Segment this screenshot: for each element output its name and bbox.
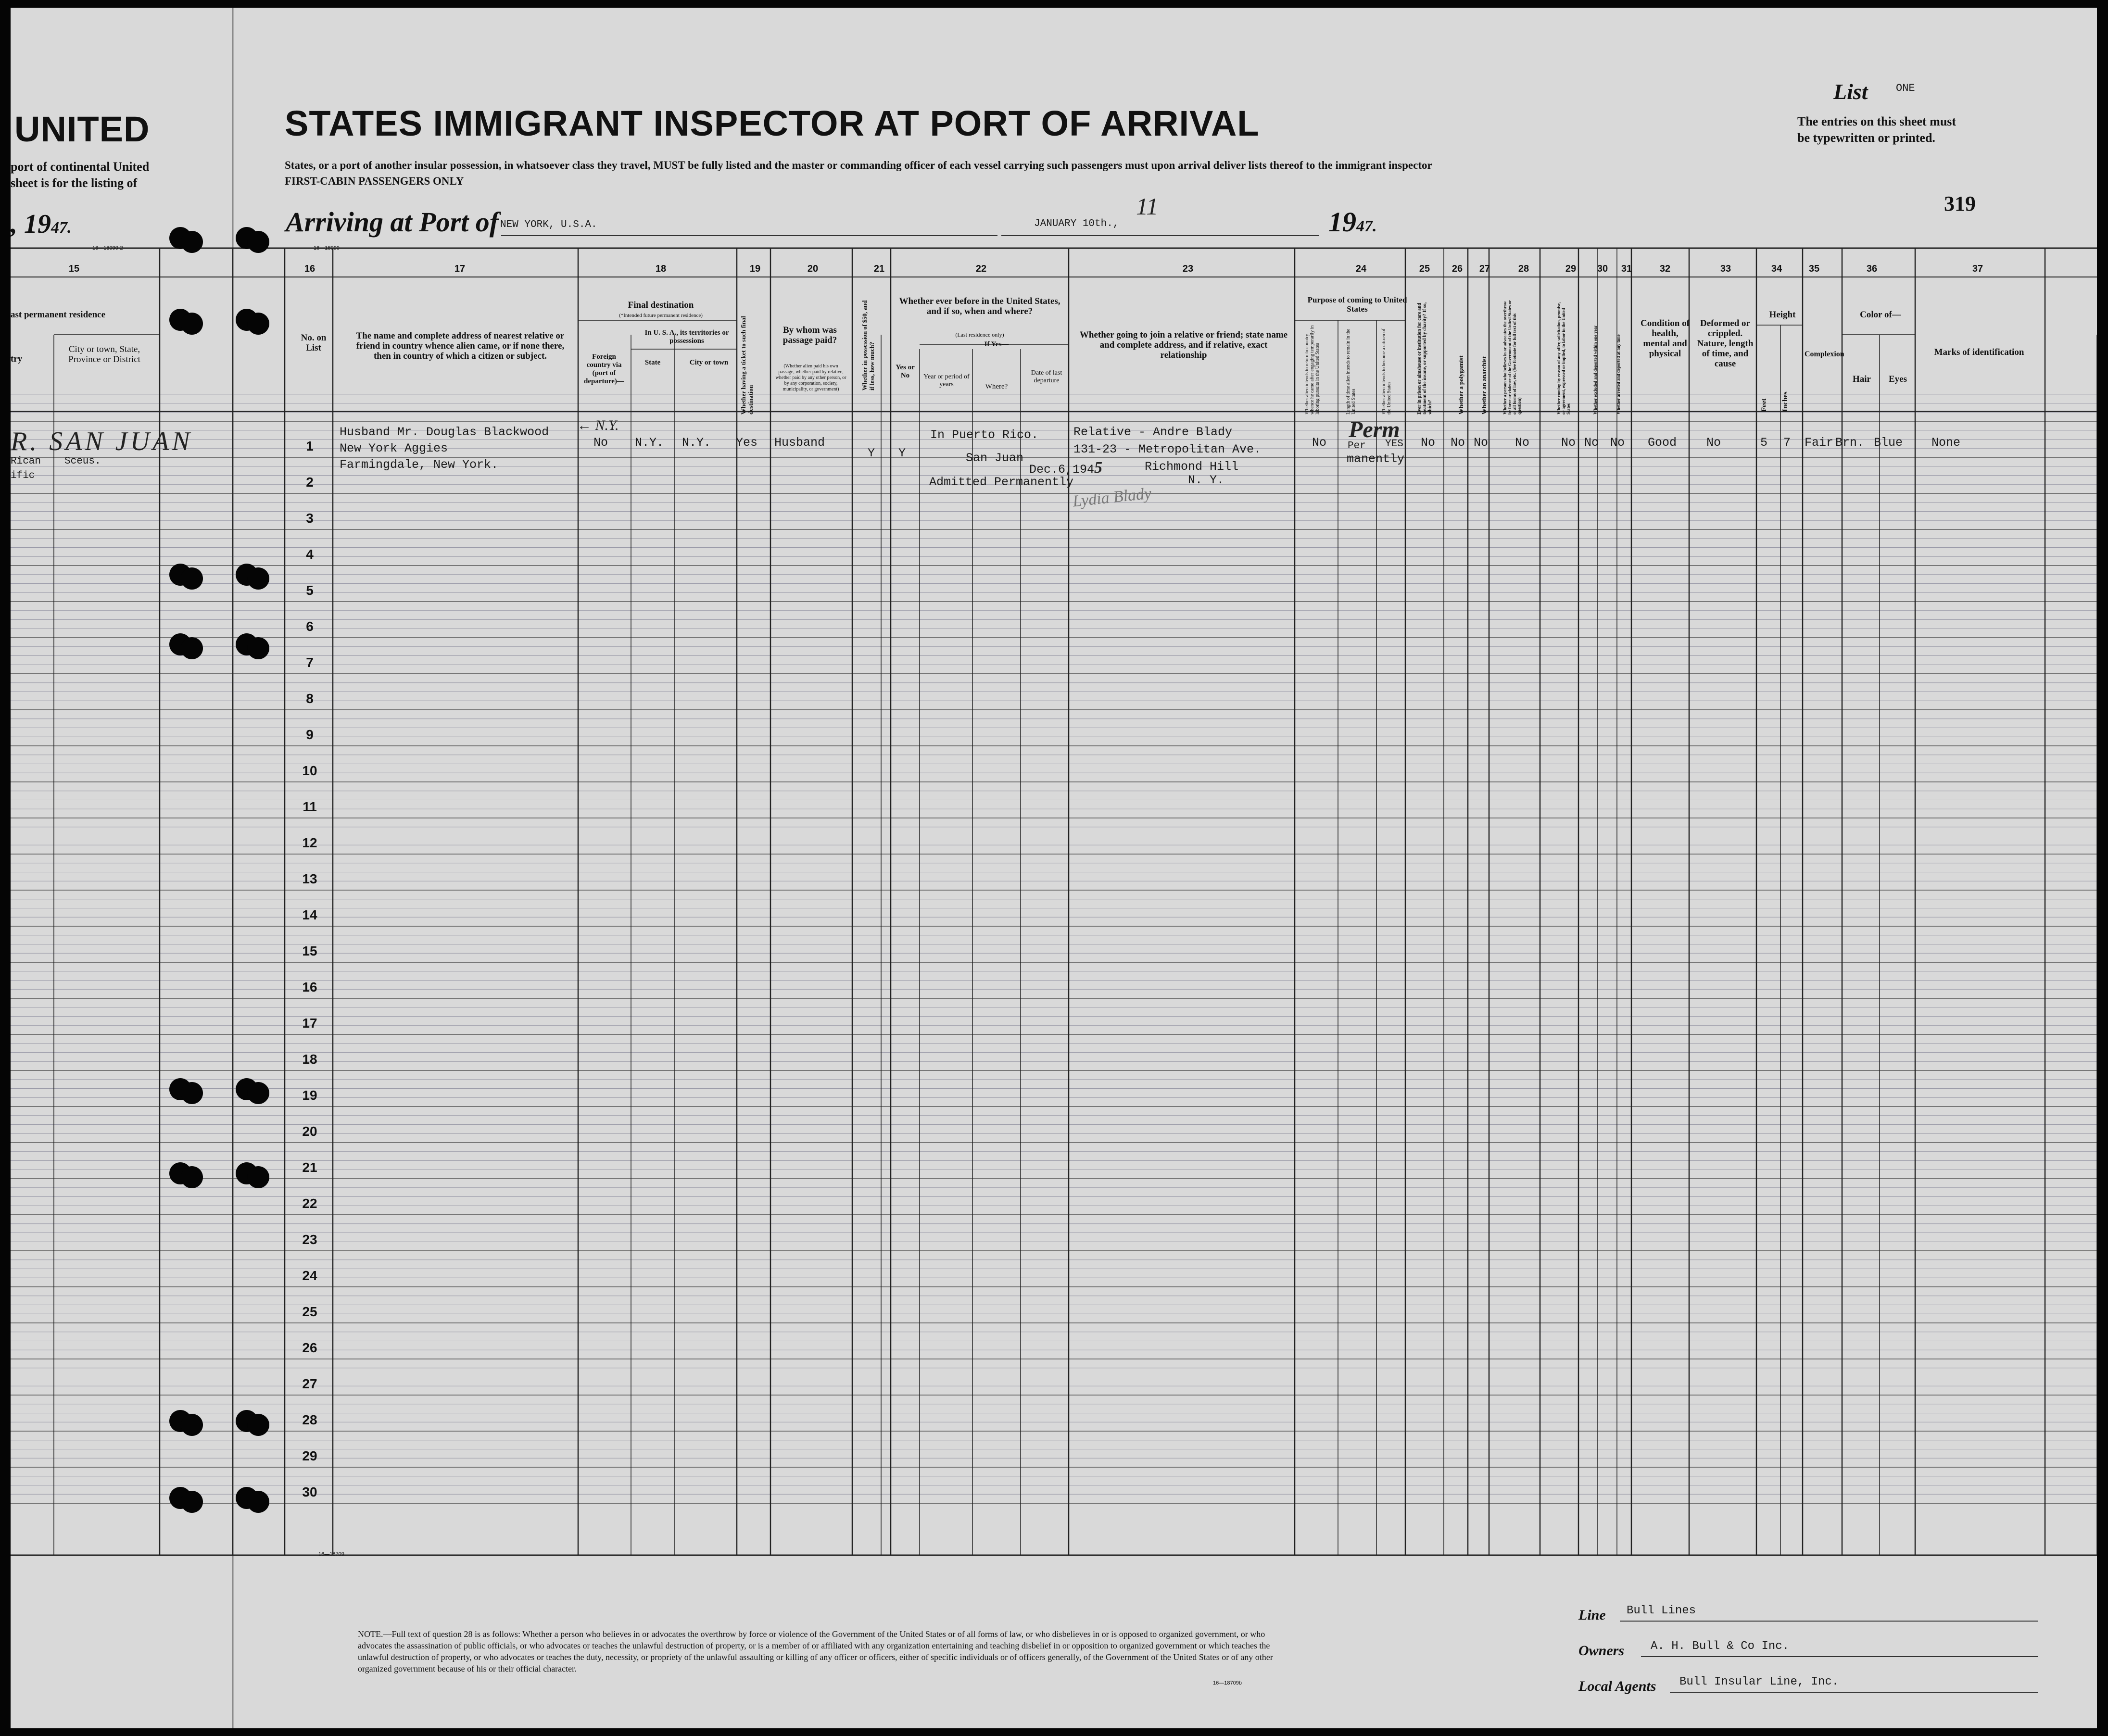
line-value: Bull Lines — [1627, 1604, 1696, 1617]
col-22-date: Date of last departure — [1031, 369, 1062, 384]
col-37-header: Marks of identification — [1934, 347, 2024, 357]
col-21-header: Whether in possession of $50, and if less, how much? — [861, 300, 875, 390]
col-24-b: Length of time alien intends to remain in the United States — [1346, 328, 1356, 415]
punch-hole — [181, 1166, 203, 1188]
row-number: 26 — [302, 1340, 317, 1355]
punch-hole — [181, 313, 203, 335]
col-22-number: 22 — [975, 264, 987, 274]
col-23-number: 23 — [1182, 264, 1194, 274]
col-18-foreign: Foreign country via (port of departure)— — [584, 353, 624, 385]
row-number: 25 — [302, 1304, 317, 1319]
typewritten-note-2: be typewritten or printed. — [1797, 131, 1935, 145]
entry-length-line-2: manently — [1347, 452, 1405, 466]
row-number: 18 — [302, 1052, 317, 1067]
col-33-header: Deformed or crippled. Nature, length of time, and cause — [1697, 318, 1754, 369]
col-20-number: 20 — [807, 264, 819, 274]
row-number: 27 — [302, 1376, 317, 1391]
col-29-number: 29 — [1565, 264, 1577, 274]
col-18-subheader: (*Intended future permanent residence) — [619, 313, 703, 318]
col-24-c: Whether alien intends to become a citizen of the United States — [1381, 328, 1392, 415]
entry-offer: No — [1561, 436, 1576, 450]
punch-hole — [247, 1166, 269, 1188]
entry-length-time: Per — [1348, 440, 1366, 452]
row-number: 20 — [302, 1124, 317, 1139]
col-31-number: 31 — [1621, 264, 1632, 274]
row-number: 3 — [306, 511, 314, 526]
entry-before-us: Y — [898, 446, 906, 460]
col-22-subheader: (Last residence only) — [955, 331, 1004, 338]
col-32-number: 32 — [1659, 264, 1671, 274]
punch-hole — [247, 567, 269, 590]
entry-passage-paid: Husband — [774, 436, 825, 450]
line-label: Line — [1578, 1607, 1606, 1623]
entry-citizen: YES — [1385, 439, 1403, 450]
entry-money: Y — [868, 446, 875, 460]
col-19-header: Whether having a ticket to such final destination — [740, 316, 754, 415]
row-number: 28 — [302, 1412, 317, 1427]
col-32-header: Condition of health, mental and physical — [1641, 318, 1690, 359]
col-28-number: 28 — [1518, 264, 1529, 274]
col-36-header: Color of— — [1860, 310, 1901, 320]
entry-eyes: Blue — [1874, 436, 1903, 450]
col-23-header: Whether going to join a relative or friend; state name and complete address, and if relative, exact relationship — [1079, 330, 1288, 360]
row-number: 30 — [302, 1484, 317, 1499]
punch-hole — [247, 231, 269, 253]
left-year: , 1947. — [11, 209, 72, 239]
entry-arrested: No — [1610, 436, 1625, 450]
col-34-number: 34 — [1771, 264, 1782, 274]
bottom-form-code: 16—18709 — [318, 1551, 344, 1557]
arriving-label: Arriving at Port of — [286, 206, 499, 238]
col-27-number: 27 — [1479, 264, 1490, 274]
row-number: 13 — [302, 871, 317, 886]
col-20-header: By whom was passage paid? — [783, 325, 837, 345]
col-24-number: 24 — [1355, 264, 1367, 274]
row-number: 8 — [306, 691, 314, 706]
col-22-if-yes: If Yes— — [984, 340, 1009, 348]
row-number: 15 — [302, 943, 317, 958]
col-15-number: 15 — [68, 264, 80, 274]
entry-length-handwritten: Perm — [1349, 417, 1400, 442]
punch-hole — [181, 1491, 203, 1513]
agents-label: Local Agents — [1578, 1678, 1656, 1694]
footnote-form-code: 16—18709b — [1213, 1680, 1242, 1686]
col-34-header: Height — [1769, 310, 1796, 320]
row-number: 6 — [306, 619, 314, 634]
row-number: 7 — [306, 655, 314, 670]
entry-foreign-country: No — [593, 436, 608, 450]
col-35-header: Complexion — [1805, 350, 1844, 358]
entry-city: N.Y. — [682, 436, 711, 450]
punch-hole — [247, 1491, 269, 1513]
col-25-number: 25 — [1419, 264, 1430, 274]
row-number: 2 — [306, 475, 314, 490]
residence-city: Sceus. — [64, 456, 101, 467]
date-underline — [1001, 235, 1319, 236]
row-number: 11 — [303, 799, 317, 814]
city-header: City or town, State, Province or District — [68, 344, 140, 365]
entry-foreign-handwritten: ← N.Y. — [577, 417, 619, 433]
entry-polygamist: No — [1451, 436, 1465, 450]
left-subtitle-2: sheet is for the listing of — [11, 176, 138, 190]
entry-inches: 7 — [1783, 436, 1791, 450]
handwritten-residence: R. SAN JUAN — [11, 427, 193, 456]
col-18-header: Final destination — [628, 300, 694, 310]
punch-hole — [247, 1082, 269, 1104]
residence-line-2: Rican — [11, 456, 41, 467]
entry-ticket: Yes — [736, 436, 758, 450]
instructions-line-2: FIRST-CABIN PASSENGERS ONLY — [285, 175, 464, 187]
col-30-header: Whether excluded and deported within one year — [1593, 325, 1598, 415]
punch-hole — [181, 1082, 203, 1104]
entry-overthrow: No — [1515, 436, 1530, 450]
entry-join-line-2: 131-23 - Metropolitan Ave. — [1073, 442, 1262, 456]
line-underline — [1620, 1621, 2038, 1622]
row-number: 22 — [302, 1196, 317, 1211]
col-26-header: Whether a polygamist — [1457, 355, 1464, 415]
entry-admitted: Admitted Permanently — [929, 475, 1074, 489]
col-18-city: City or town — [689, 359, 729, 366]
entry-prison: No — [1421, 436, 1436, 450]
col-24-a: Whether alien intends to return to country whence he came after engaging temporarily in laboring pursuits in the United States — [1304, 325, 1320, 415]
col-31-header: Whether arrested and deported at any time — [1616, 334, 1621, 415]
year-label: 1947. — [1328, 206, 1377, 238]
port-underline — [501, 235, 997, 236]
row-number: 5 — [306, 583, 314, 598]
date-value: JANUARY 10th., — [1034, 218, 1119, 229]
agents-value: Bull Insular Line, Inc. — [1679, 1675, 1839, 1688]
col-36-number: 36 — [1866, 264, 1878, 274]
col-24-header: Purpose of coming to United States — [1307, 295, 1407, 314]
left-title: UNITED — [14, 109, 150, 149]
row-number: 16 — [302, 980, 317, 994]
row-number: 23 — [302, 1232, 317, 1247]
owners-label: Owners — [1578, 1643, 1625, 1659]
col-29-header: Whether coming by reason of any offer, solicitation, promise, or agreement, expressed or implied, to labor in the United States — [1556, 302, 1571, 415]
col-28-header: Whether a person who believes in or advocates the overthrow by force or violence of the Government of the United States or of all forms of law, etc. (See footnote for full text of this question) — [1502, 300, 1522, 415]
col-36-hair: Hair — [1853, 374, 1871, 384]
mid-form-code: 16—18090 — [314, 245, 340, 251]
entry-before-city: San Juan — [966, 451, 1024, 465]
entry-join-line-4: N. Y. — [1188, 473, 1224, 487]
manifest-sheet — [11, 8, 2097, 1728]
entry-relative-line-2: New York Aggies — [340, 441, 448, 455]
entry-marks: None — [1931, 436, 1961, 450]
instructions-line-1: States, or a port of another insular possession, in whatsoever class they travel, MUST be fully listed and the master or commanding officer of each vessel carrying such passengers must upon arrival deliver lists thereof to the immigrant inspector — [285, 159, 1432, 171]
punch-hole — [181, 637, 203, 659]
agents-underline — [1670, 1692, 2038, 1693]
col-18-number: 18 — [655, 264, 667, 274]
date-handwritten: 11 — [1136, 193, 1159, 220]
entry-before-where: In Puerto Rico. — [930, 428, 1039, 442]
punch-hole — [247, 637, 269, 659]
left-subtitle-1: port of continental United — [11, 160, 150, 174]
page-title: STATES IMMIGRANT INSPECTOR AT PORT OF ARRIVAL — [285, 103, 1260, 143]
row-number: 17 — [302, 1016, 317, 1031]
row-number: 12 — [302, 835, 317, 850]
col-20-subheader: (Whether alien paid his own passage, whether paid by relative, whether paid by any other person, or by any corporation, society, municipality, or government) — [775, 364, 846, 392]
list-label: List — [1833, 79, 1868, 104]
entry-complexion: Fair — [1805, 436, 1834, 450]
col-34-inches: Inches — [1781, 391, 1789, 412]
entry-relative-line-1: Husband Mr. Douglas Blackwood — [340, 425, 549, 439]
col-27-header: Whether an anarchist — [1480, 356, 1488, 415]
punch-hole — [181, 231, 203, 253]
entry-relative-line-3: Farmingdale, New York. — [340, 458, 499, 472]
row-number: 4 — [306, 547, 314, 562]
col-22-where: Where? — [985, 383, 1008, 390]
col-17-header: The name and complete address of nearest relative or friend in country whence alien came, or if none there, then in country of which a citizen or subject. — [356, 331, 565, 361]
row-number: 10 — [302, 763, 317, 778]
row-number: 9 — [306, 727, 314, 742]
row-number: 21 — [302, 1160, 317, 1175]
col-36-eyes: Eyes — [1889, 374, 1907, 384]
col-16-header: No. on List — [301, 333, 327, 353]
list-value: ONE — [1896, 82, 1915, 94]
col-22-year: Year or period of years — [923, 373, 970, 388]
col-34-feet: Feet — [1760, 398, 1768, 412]
col-33-number: 33 — [1720, 264, 1731, 274]
col-25-header: Ever in prison or almshouse or institution for care and treatment of the insane, or supported by charity? If so, which? — [1417, 302, 1433, 415]
sheet-number: 319 — [1944, 192, 1976, 215]
left-form-code: 16—18090-2 — [92, 245, 123, 251]
entry-health: Good — [1648, 436, 1677, 450]
entry-anarchist: No — [1474, 436, 1489, 450]
entry-before-date: Dec.6,1945 — [1029, 459, 1103, 477]
entry-state: N.Y. — [635, 436, 664, 450]
col-16-number: 16 — [304, 264, 316, 274]
row-number: 24 — [302, 1268, 317, 1283]
entry-join-scrawl: Lydia Blady — [1072, 484, 1152, 511]
entry-return-country: No — [1312, 436, 1327, 450]
entry-feet: 5 — [1760, 436, 1768, 450]
entry-join-line-1: Relative - Andre Blady — [1073, 425, 1233, 439]
punch-hole — [247, 313, 269, 335]
entry-deformed: No — [1706, 436, 1721, 450]
row-number: 14 — [302, 907, 317, 922]
col-37-number: 37 — [1972, 264, 1983, 274]
punch-hole — [181, 567, 203, 590]
owners-value: A. H. Bull & Co Inc. — [1651, 1640, 1790, 1653]
entry-join-line-3: Richmond Hill — [1145, 460, 1239, 474]
col-26-number: 26 — [1452, 264, 1463, 274]
row-number: 19 — [302, 1088, 317, 1103]
col-18-state: State — [644, 359, 661, 366]
residence-line-3: ific — [11, 470, 35, 481]
col-22-header: Whether ever before in the United States, and if so, when and where? — [899, 296, 1060, 316]
col-15-header: ast permanent residence — [11, 310, 106, 320]
entry-excluded: No — [1584, 436, 1599, 450]
typewritten-note-1: The entries on this sheet must — [1797, 114, 1957, 128]
country-header: try — [11, 354, 23, 364]
col-19-number: 19 — [749, 264, 761, 274]
row-number: 29 — [302, 1448, 317, 1463]
col-35-number: 35 — [1808, 264, 1820, 274]
row-number: 1 — [306, 439, 314, 453]
col-30-number: 30 — [1597, 264, 1608, 274]
col-21-number: 21 — [873, 264, 885, 274]
col-18-usa: In U. S. A., its territories or possessions — [644, 329, 729, 345]
punch-hole — [247, 1414, 269, 1436]
footnote-question-28: NOTE.—Full text of question 28 is as follows: Whether a person who believes in or advocates the overthrow by force or violence of the Government of the United States or of all forms of law, or who disbelieves in or is opposed to organized government, or who advocates the assassination of public officials, or who advocates or teaches the unlawful destruction of property, or is a member of or affiliated with any organization entertaining and teaching disbelief in or opposition to organized government or which teaches the unlawful destruction of property, or who advocates or teaches the duty, necessity, or propriety of the unlawful assaulting or killing of any officer or officers, either of specific individuals or of officers generally, of the Government of the United States or of any other organized government because of his or their official character. — [358, 1629, 1273, 1673]
entry-hair: Brn. — [1835, 436, 1865, 450]
port-value: NEW YORK, U.S.A. — [500, 219, 597, 230]
punch-hole — [181, 1414, 203, 1436]
col-22-yesno: Yes or No — [896, 364, 915, 379]
col-17-number: 17 — [454, 264, 466, 274]
owners-underline — [1641, 1656, 2038, 1657]
